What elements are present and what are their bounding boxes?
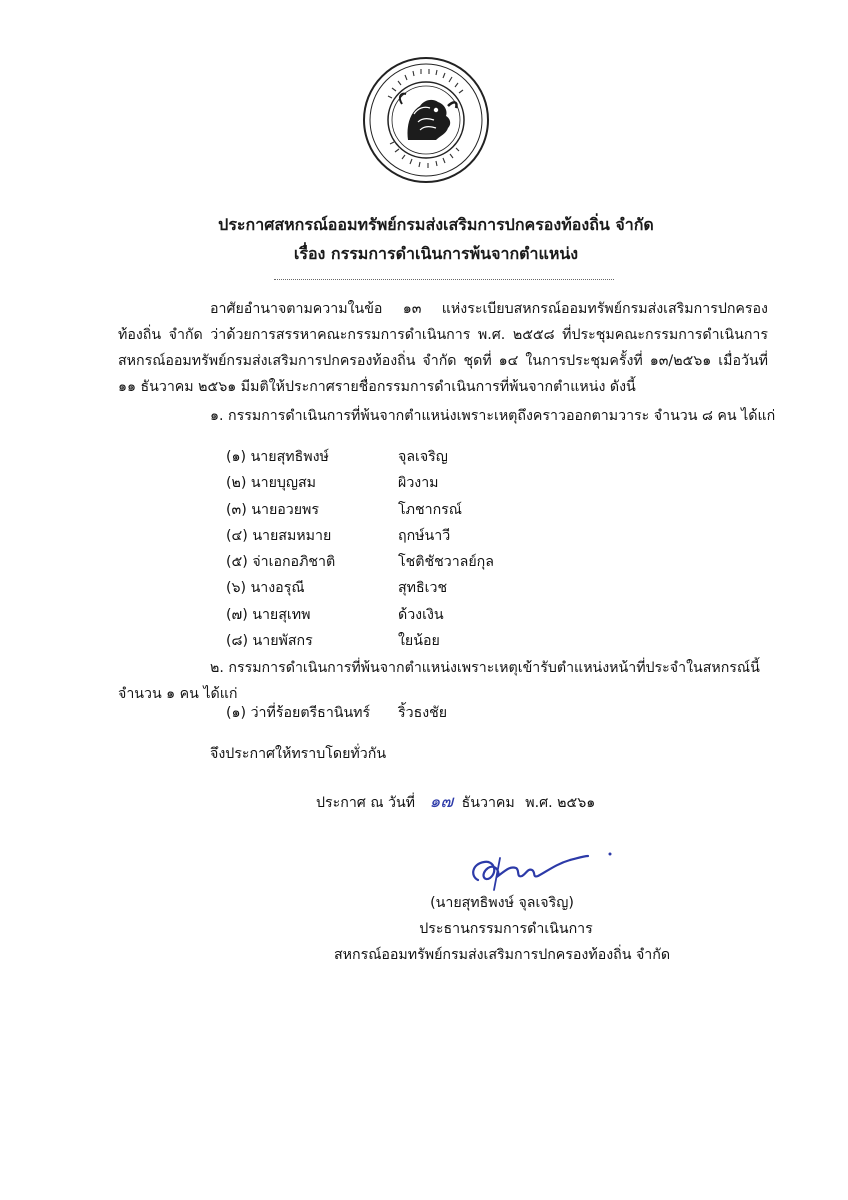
intro-line: ๑๑ ธันวาคม ๒๕๖๑ มีมติให้ประกาศรายชื่อกรรมการดำเนินการที่พ้นจากตำแหน่ง ดังนี้	[118, 379, 636, 395]
handwritten-signature	[460, 846, 620, 894]
member-name: (๒) นายบุญสม	[226, 475, 317, 492]
section2-heading	[118, 655, 770, 707]
intro-paragraph	[118, 296, 768, 400]
member-surname: ริ้วธงชัย	[398, 705, 448, 721]
date-prefix: ประกาศ ณ วันที่	[316, 795, 416, 811]
member-surname: โภชากรณ์	[398, 501, 462, 518]
section1-heading: ๑. กรรมการดำเนินการที่พ้นจากตำแหน่งเพราะเหตุถึงคราวออกตามวาระ จำนวน ๘ คน ได้แก่	[210, 408, 776, 424]
signatory-name: (นายสุทธิพงษ์ จุลเจริญ)	[430, 895, 574, 911]
signatory-organization: สหกรณ์ออมทรัพย์กรมส่งเสริมการปกครองท้องถิ่น จำกัด	[333, 947, 671, 963]
member-name: (๑) นายสุทธิพงษ์	[226, 449, 329, 465]
handwritten-day: ๑๗	[429, 792, 454, 812]
announcement-date	[316, 788, 601, 815]
member-surname: ใยน้อย	[398, 633, 440, 650]
member-surname: ฤกษ์นาวี	[398, 527, 451, 544]
signatory-position: ประธานกรรมการดำเนินการ	[419, 921, 593, 937]
intro-line: สหกรณ์ออมทรัพย์กรมส่งเสริมการปกครองท้องถิ่น จำกัด ชุดที่ ๑๔ ในการประชุมครั้งที่ ๑๓/๒๕๖๑ เมื่อวันที่	[118, 353, 768, 369]
intro-line: อาศัยอำนาจตามความในข้อ ๑๓ แห่งระเบียบสหกรณ์ออมทรัพย์กรมส่งเสริมการปกครอง	[210, 301, 768, 317]
member-name: (๘) นายพัสกร	[226, 633, 313, 650]
member-surname: สุทธิเวช	[398, 580, 448, 597]
member-surname: ด้วงเงิน	[398, 606, 444, 623]
member-name: (๓) นายอวยพร	[226, 501, 320, 518]
section2-heading-line: ๒. กรรมการดำเนินการที่พ้นจากตำแหน่งเพราะเหตุเข้ารับตำแหน่งหน้าที่ประจำในสหกรณ์นี้	[210, 660, 760, 676]
member-name: (๕) จ่าเอกอภิชาติ	[226, 554, 336, 571]
member-surname: ผิวงาม	[398, 475, 439, 492]
section2-heading-line: จำนวน ๑ คน ได้แก่	[118, 686, 238, 702]
member-surname: จุลเจริญ	[398, 449, 448, 465]
member-name: (๗) นายสุเทพ	[226, 606, 311, 623]
intro-line: ท้องถิ่น จำกัด ว่าด้วยการสรรหาคณะกรรมการดำเนินการ พ.ศ. ๒๕๕๘ ที่ประชุมคณะกรรมการดำเนินการ	[118, 327, 768, 343]
member-name: (๔) นายสมหมาย	[226, 527, 332, 544]
cooperative-seal-logo	[362, 56, 490, 184]
closing-statement: จึงประกาศให้ทราบโดยทั่วกัน	[210, 746, 387, 762]
member-name: (๖) นางอรุณี	[226, 580, 305, 597]
announcement-title: ประกาศสหกรณ์ออมทรัพย์กรมส่งเสริมการปกครองท้องถิ่น จำกัด	[218, 215, 654, 234]
announcement-subject: เรื่อง กรรมการดำเนินการพ้นจากตำแหน่ง	[293, 244, 579, 263]
member-surname: โชติชัชวาลย์กุล	[398, 554, 494, 571]
member-name: (๑) ว่าที่ร้อยตรีธานินทร์	[226, 705, 371, 721]
date-year: พ.ศ. ๒๕๖๑	[525, 795, 596, 811]
title-divider	[274, 279, 614, 280]
date-month: ธันวาคม	[461, 795, 515, 811]
